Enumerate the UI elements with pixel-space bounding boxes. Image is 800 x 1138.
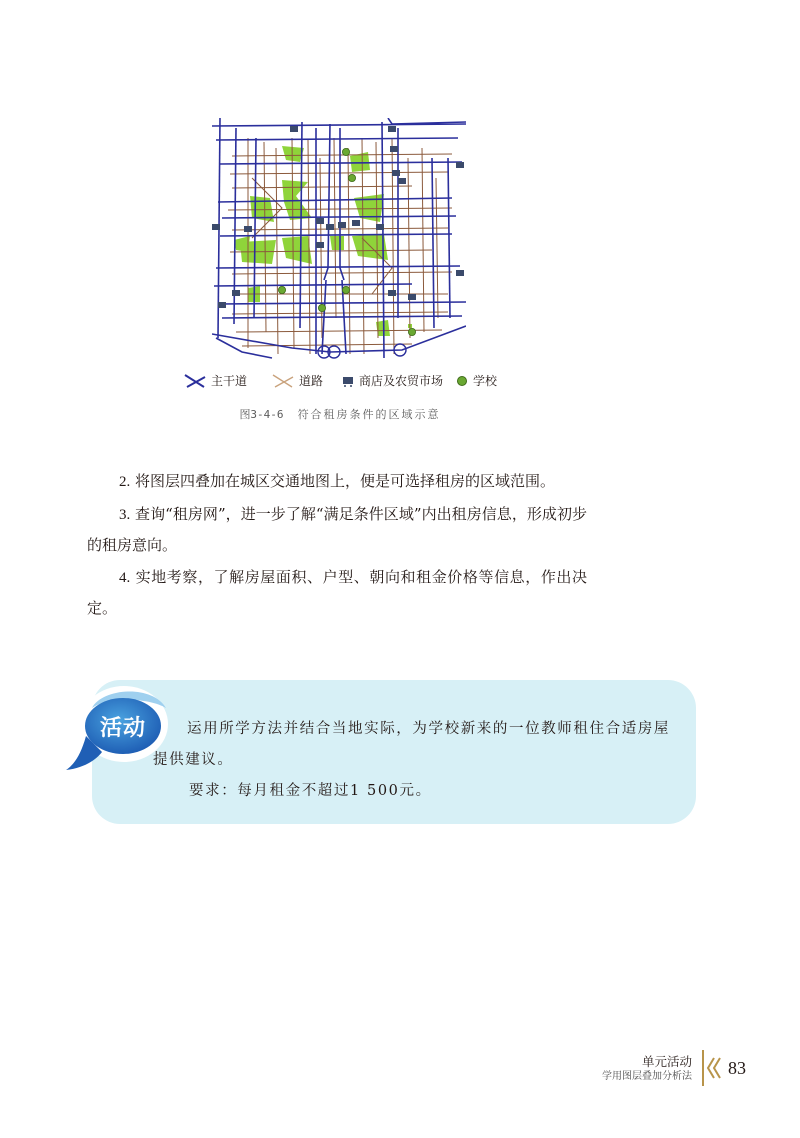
footer-titles — [602, 1053, 692, 1084]
legend-road-label: 道路 — [299, 374, 324, 388]
school-icon — [456, 375, 468, 387]
activity-line-1: 运用所学方法并结合当地实际，为学校新来的一位教师租住合适房屋 — [187, 721, 670, 737]
page-number: 83 — [728, 1057, 746, 1078]
main-road-line-icon — [184, 373, 206, 389]
legend-main-road-label: 主干道 — [211, 374, 248, 388]
body-text — [87, 466, 587, 625]
figure-number: 图3-4-6 — [239, 408, 284, 421]
step-3-paragraph: 3. 查询“租房网”，进一步了解“满足条件区域”内出租房信息，形成初步的租房意向。 — [87, 505, 587, 554]
legend-road — [272, 372, 323, 389]
legend-school-label: 学校 — [473, 374, 498, 388]
chevron-left-icon — [700, 1050, 722, 1086]
footer-unit-title: 单元活动 — [641, 1053, 692, 1069]
step-2-paragraph: 2. 将图层四叠加在城区交通地图上，便是可选择租房的区域范围。 — [119, 472, 556, 490]
activity-text — [153, 714, 685, 807]
figure-caption-text: 符合租房条件的区域示意 — [297, 408, 441, 421]
footer-subtitle: 学用图层叠加分析法 — [602, 1070, 692, 1082]
step-4-paragraph: 4. 实地考察，了解房屋面积、户型、朝向和租金价格等信息，作出决定。 — [87, 568, 587, 617]
legend-school — [456, 372, 497, 389]
road-line-icon — [272, 373, 294, 389]
legend-shops — [342, 372, 443, 389]
activity-requirement: 要求：每月租金不超过1 500元。 — [189, 783, 432, 799]
map-legend — [184, 372, 514, 392]
shop-cart-icon — [342, 375, 354, 387]
figure-caption — [0, 406, 680, 422]
legend-shops-label: 商店及农贸市场 — [359, 374, 444, 388]
page-footer — [602, 1049, 746, 1087]
rental-area-map — [212, 118, 466, 362]
activity-label: 活动 — [99, 715, 146, 741]
legend-main-road — [184, 372, 247, 389]
activity-line-2: 提供建议。 — [153, 752, 234, 768]
